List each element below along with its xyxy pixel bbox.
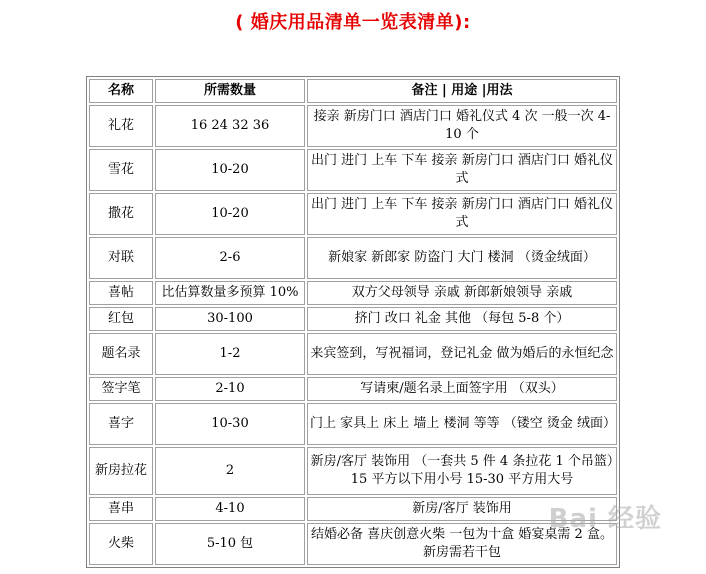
table-header-row <box>89 79 617 103</box>
header-quantity: 所需数量 <box>155 79 305 103</box>
cell-note: 挤门 改口 礼金 其他 （每包 5-8 个） <box>307 307 617 331</box>
cell-quantity: 10-20 <box>155 149 305 191</box>
table-row <box>89 281 617 305</box>
cell-note: 门上 家具上 床上 墙上 楼洞 等等 （镂空 烫金 绒面） <box>307 403 617 445</box>
cell-quantity: 16 24 32 36 <box>155 105 305 147</box>
watermark-text: Bai 经验 <box>548 504 662 534</box>
cell-note: 写请柬/题名录上面签字用 （双头） <box>307 377 617 401</box>
header-notes: 备注 | 用途 |用法 <box>307 79 617 103</box>
cell-name: 撒花 <box>89 193 153 235</box>
cell-note: 出门 进门 上车 下车 接亲 新房门口 酒店门口 婚礼仪式 <box>307 149 617 191</box>
table-row <box>89 447 617 495</box>
cell-name: 雪花 <box>89 149 153 191</box>
cell-note: 接亲 新房门口 酒店门口 婚礼仪式 4 次 一般一次 4-10 个 <box>307 105 617 147</box>
table-row <box>89 377 617 401</box>
table-row <box>89 523 617 565</box>
cell-quantity: 30-100 <box>155 307 305 331</box>
cell-name: 喜字 <box>89 403 153 445</box>
table-row <box>89 403 617 445</box>
table-row <box>89 307 617 331</box>
cell-note: 双方父母领导 亲戚 新郎新娘领导 亲戚 <box>307 281 617 305</box>
cell-name: 礼花 <box>89 105 153 147</box>
cell-note: 新房/客厅 装饰用 （一套共 5 件 4 条拉花 1 个吊篮）15 平方以下用小号 15-30 平方用大号 <box>307 447 617 495</box>
cell-name: 签字笔 <box>89 377 153 401</box>
cell-note: 新娘家 新郎家 防盗门 大门 楼洞 （烫金绒面） <box>307 237 617 279</box>
table-row <box>89 333 617 375</box>
table-row <box>89 497 617 521</box>
cell-name: 红包 <box>89 307 153 331</box>
cell-note: 结婚必备 喜庆创意火柴 一包为十盒 婚宴桌需 2 盒。新房需若干包 <box>307 523 617 565</box>
table-row <box>89 193 617 235</box>
cell-quantity: 10-30 <box>155 403 305 445</box>
cell-name: 喜串 <box>89 497 153 521</box>
cell-name: 新房拉花 <box>89 447 153 495</box>
cell-quantity: 2 <box>155 447 305 495</box>
cell-quantity: 2-10 <box>155 377 305 401</box>
cell-quantity: 2-6 <box>155 237 305 279</box>
cell-quantity: 5-10 包 <box>155 523 305 565</box>
cell-note: 来宾签到，写祝福词，登记礼金 做为婚后的永恒纪念 <box>307 333 617 375</box>
cell-quantity: 4-10 <box>155 497 305 521</box>
cell-quantity: 1-2 <box>155 333 305 375</box>
cell-name: 喜帖 <box>89 281 153 305</box>
table-row <box>89 237 617 279</box>
table-row <box>89 149 617 191</box>
wedding-supplies-table <box>86 76 620 568</box>
cell-name: 火柴 <box>89 523 153 565</box>
cell-quantity: 10-20 <box>155 193 305 235</box>
page-title: ( 婚庆用品清单一览表清单): <box>235 12 471 33</box>
header-name: 名称 <box>89 79 153 103</box>
cell-name: 对联 <box>89 237 153 279</box>
cell-note: 新房/客厅 装饰用 <box>307 497 617 521</box>
table-row <box>89 105 617 147</box>
cell-note: 出门 进门 上车 下车 接亲 新房门口 酒店门口 婚礼仪式 <box>307 193 617 235</box>
cell-name: 题名录 <box>89 333 153 375</box>
cell-quantity: 比估算数量多预算 10% <box>155 281 305 305</box>
